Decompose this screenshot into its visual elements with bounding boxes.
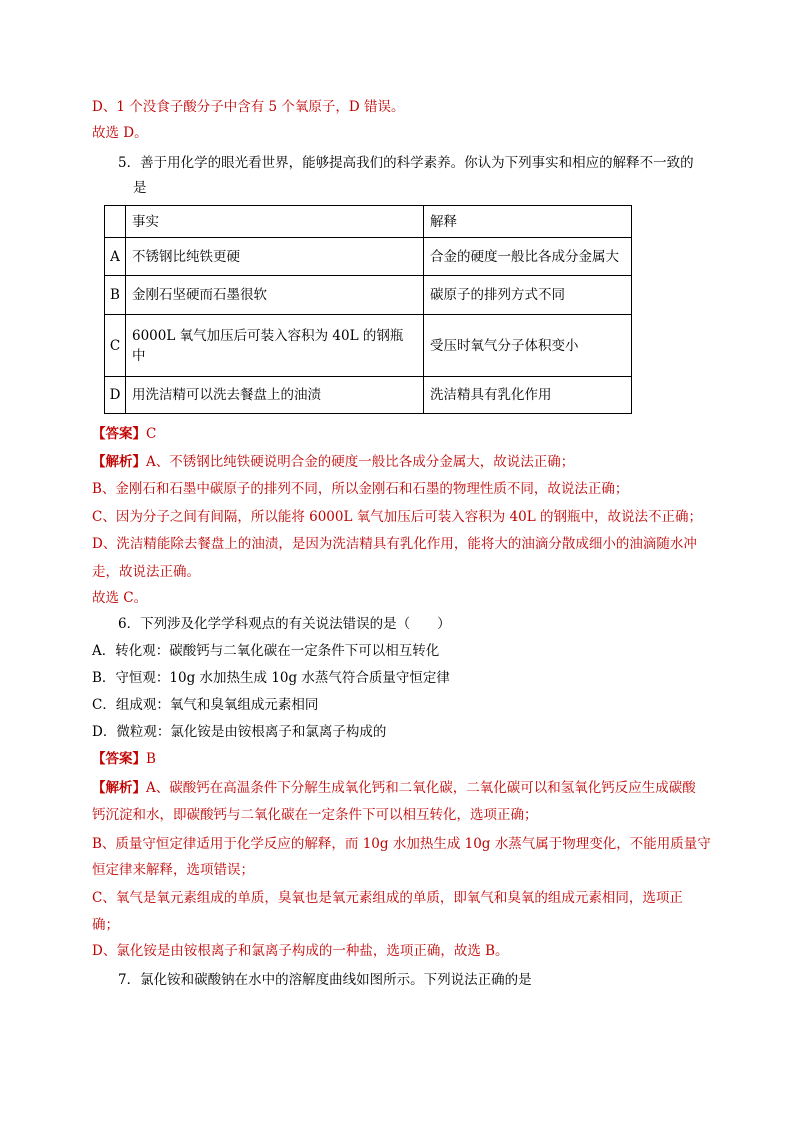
row-label: C — [105, 315, 126, 377]
table-header-row — [105, 206, 632, 238]
q5-analysis-line: C、因为分子之间有间隔，所以能将 6000L 氧气加压后可装入容积为 40L 的钢瓶中，故说法不正确； — [92, 509, 702, 525]
row-label: D — [105, 377, 126, 414]
q6-analysis-line: 钙沉淀和水，即碳酸钙与二氧化碳在一定条件下可以相互转化，选项正确； — [92, 807, 538, 823]
prev-analysis-line: D、1 个没食子酸分子中含有 5 个氧原子，D 错误。 — [92, 99, 405, 115]
q6-analysis-line: B、质量守恒定律适用于化学反应的解释，而 10g 水加热生成 10g 水蒸气属于物理变化，不能用质量守 — [92, 836, 711, 852]
q6-option-a: A．转化观：碳酸钙与二氧化碳在一定条件下可以相互转化 — [92, 643, 440, 659]
prev-conclusion: 故选 D。 — [92, 125, 148, 141]
q5-stem-line2: 是 — [133, 180, 147, 196]
q5-analysis-line: 走，故说法正确。 — [92, 564, 200, 580]
q6-analysis-line: 恒定律来解释，选项错误； — [92, 862, 254, 878]
row-fact-line2: 中 — [132, 347, 146, 364]
q6-option-c: C．组成观：氧气和臭氧组成元素相同 — [92, 697, 319, 713]
row-label: B — [105, 276, 126, 315]
q5-analysis-line: D、洗洁精能除去餐盘上的油渍，是因为洗洁精具有乳化作用，能将大的油滴分散成细小的油滴随水冲 — [92, 536, 697, 552]
q5-facts-table — [104, 205, 632, 414]
answer-value: C — [146, 426, 157, 442]
q6-stem: 6．下列涉及化学学科观点的有关说法错误的是（ ） — [118, 616, 451, 632]
row-fact: 用洗洁精可以洗去餐盘上的油渍 — [126, 377, 424, 414]
row-fact-line1: 6000L 氧气加压后可装入容积为 40L 的钢瓶 — [132, 327, 404, 344]
q5-analysis-line — [92, 452, 574, 472]
row-explanation: 碳原子的排列方式不同 — [424, 276, 632, 315]
analysis-text: A、不锈钢比纯铁硬说明合金的硬度一般比各成分金属大，故说法正确； — [146, 454, 575, 470]
q6-option-b: B．守恒观：10g 水加热生成 10g 水蒸气符合质量守恒定律 — [92, 670, 450, 686]
answer-tag: 【答案】 — [92, 426, 146, 442]
answer-value: B — [146, 751, 156, 767]
table-header-label — [105, 206, 126, 238]
q7-stem: 7．氯化铵和碳酸钠在水中的溶解度曲线如图所示。下列说法正确的是 — [118, 972, 532, 988]
table-row — [105, 238, 632, 276]
q6-analysis-line: C、氧气是氧元素组成的单质，臭氧也是氧元素组成的单质，即氧气和臭氧的组成元素相同，选项正 — [92, 890, 683, 906]
table-row — [105, 377, 632, 414]
q5-analysis-line: B、金刚石和石墨中碳原子的排列不同，所以金刚石和石墨的物理性质不同，故说法正确； — [92, 481, 629, 497]
row-explanation: 受压时氧气分子体积变小 — [424, 315, 632, 377]
analysis-tag: 【解析】 — [92, 780, 146, 796]
row-fact: 金刚石坚硬而石墨很软 — [126, 276, 424, 315]
table-header-explanation: 解释 — [424, 206, 632, 238]
table-row — [105, 315, 632, 377]
row-explanation: 合金的硬度一般比各成分金属大 — [424, 238, 632, 276]
analysis-text: A、碳酸钙在高温条件下分解生成氧化钙和二氧化碳，二氧化碳可以和氢氧化钙反应生成碳酸 — [146, 780, 696, 796]
q5-conclusion: 故选 C。 — [92, 590, 148, 606]
q6-option-d: D．微粒观：氯化铵是由铵根离子和氯离子构成的 — [92, 724, 387, 740]
analysis-tag: 【解析】 — [92, 454, 146, 470]
q6-answer — [92, 749, 156, 769]
q6-analysis-line — [92, 778, 696, 798]
table-row — [105, 276, 632, 315]
row-fact — [126, 315, 424, 377]
q6-analysis-line: 确； — [92, 917, 119, 933]
q5-stem-line1: 5．善于用化学的眼光看世界，能够提高我们的科学素养。你认为下列事实和相应的解释不一致的 — [118, 155, 694, 171]
row-fact: 不锈钢比纯铁更硬 — [126, 238, 424, 276]
row-explanation: 洗洁精具有乳化作用 — [424, 377, 632, 414]
answer-tag: 【答案】 — [92, 751, 146, 767]
q5-answer — [92, 424, 156, 444]
row-label: A — [105, 238, 126, 276]
table-header-fact: 事实 — [126, 206, 424, 238]
q6-analysis-line: D、氯化铵是由铵根离子和氯离子构成的一种盐，选项正确，故选 B。 — [92, 943, 509, 959]
